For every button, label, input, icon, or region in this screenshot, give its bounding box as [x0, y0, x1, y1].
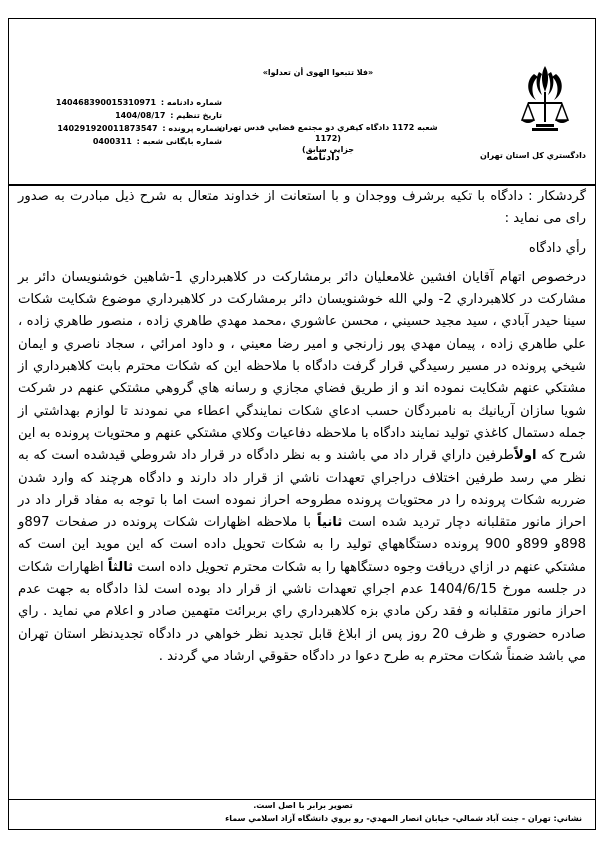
verdict-number-row [52, 96, 222, 109]
ruling-text-part4: اظهارات شكات در جلسه مورخ 1404/6/15 عدم اجراي تعهدات ناشي از قرار داد بوده است لذا دادگاه به جهت عدم احراز مانور متقلبانه و فقد ركن مادي بزه كلاهبرداري راي بربرائت متهمين صادر و اعلام مي نمايد . راي صادره حضوري و ظرف 20 روز پس از ابلاغ قابل تجديد نظر خواهي در دادگاه تجديدنظر استان تهران مي باشد ضمناً شكات محترم به طرح دعوا در دادگاه حقوقي ارشاد مي گردند . [18, 559, 587, 664]
certified-copy-note: تصویر برابر با اصل است. [253, 801, 353, 810]
case-number-value: 140291920011873547 [57, 124, 158, 133]
verdict-number-value: 140468390015310971 [55, 98, 157, 107]
header-verse: «فلا تتبعوا الهوى أن تعدلوا» [262, 68, 374, 77]
case-number-row [52, 122, 222, 135]
court-address: نشاني: تهران - جنت آباد شمالي- خيابان انصار المهدي- رو بروي دانشگاه آزاد اسلامي سماء [225, 814, 582, 823]
case-number-label: شماره پرونده : [162, 124, 222, 133]
document-title: دادنامه [306, 152, 340, 163]
intro-paragraph: گردشکار : دادگاه با تکیه برشرف ووجدان و با استعانت از خداوند متعال به شرح ذیل مبادرت به صدور رای می نماید : [18, 189, 586, 227]
first-marker: اولاً [514, 448, 537, 464]
verdict-number-label: شماره دادنامه : [160, 98, 222, 107]
issue-date-row [52, 109, 222, 122]
archive-number-row [52, 135, 222, 148]
third-marker: ثالثاً [107, 559, 134, 575]
ruling-text-part2: طرفين داراي قرار داد مي باشند و به نظر دادگاه در قرار داد شروطي قيدشده است كه به نظر مي رسد طرفين اختلاف دراجراي تعهدات ناشي از قرار داد دارند و دادگاه هرچند كه وارد شدن ضرربه شكات پرونده را در محتويات پرونده مطروحه احراز نموده است اما با توجه به مفاد قرار داد در احراز مانور متقلبانه دچار ترديد شده است [18, 448, 586, 531]
archive-number-label: شماره بایگانی شعبه : [136, 137, 222, 146]
court-branch-line1: شعبه 1172 دادگاه کیفري دو مجتمع قضايي قدس تهران (1172 [218, 123, 438, 143]
issue-date-value: 1404/08/17 [115, 111, 166, 120]
ruling-text-part3: با ملاحظه اظهارات شكات پرونده در صفحات 897و 898و 899و 900 پرونده دستگاههاي توليد را به شكات تحويل داده است كه اين مويد اين است كه مشتكي عنهم در ازاي دريافت وجوه دستگاهها را به شكات محترم تحويل داده است [18, 515, 586, 575]
court-branch-line2: جزايي سابق) [301, 145, 355, 154]
ruling-title: رأي دادگاه [528, 240, 586, 256]
issue-date-label: تاریخ تنظیم : [170, 111, 222, 120]
iran-emblem-icon [518, 62, 572, 138]
ruling-paragraph [18, 267, 586, 668]
document-body [18, 186, 586, 668]
ruling-text-part1: درخصوص اتهام آقايان افشين غلامعليان دائر برمشاركت در كلاهبرداري 1-شاهين خوشنويسان دائر بر مشاركت در كلاهبرداري 2- ولي الله خوشنويسان دائر برمشاركت در كلاهبرداري موضوع شكايت شكات سينا حيدر آبادي ، سيد مجيد حسيني ، محسن عاشوري ،محمد مهدي طاهري زاده ، منصور طاهري زاده ، علي طاهري زاده ، پيمان مهدي پور زارنجي و امير رضا معيني ، و داود امرائي ، سجاد ناصري و ايمان شيخي پرونده در مسير رسيدگي قرار گرفت دادگاه با ملاحظه اين كه شكات محترم بابت كلاهبرداري از مشتكي عنهم شكايت نموده اند و از طريق فضاي مجازي و رسانه هاي گروهي مشتكي عنهم در شركت شويا سازان آريانيك به نامبردگان حسب ادعاي شكات نمايندگي اعطاء مي نمودند تا لوازم بهداشتي از جمله دستمال كاغذي توليد نمايند دادگاه با ملاحظه دفاعيات وكلاي مشتكي عنهم و محتويات پرونده به اين شرح كه [18, 269, 587, 464]
footer-divider [8, 799, 596, 800]
second-marker: ثانياً [317, 515, 343, 531]
court-branch [208, 122, 448, 155]
document-metadata [52, 96, 222, 148]
organization-name: دادگستري کل استان تهران [479, 151, 586, 160]
archive-number-value: 0400311 [92, 137, 132, 146]
document-page [8, 18, 596, 830]
